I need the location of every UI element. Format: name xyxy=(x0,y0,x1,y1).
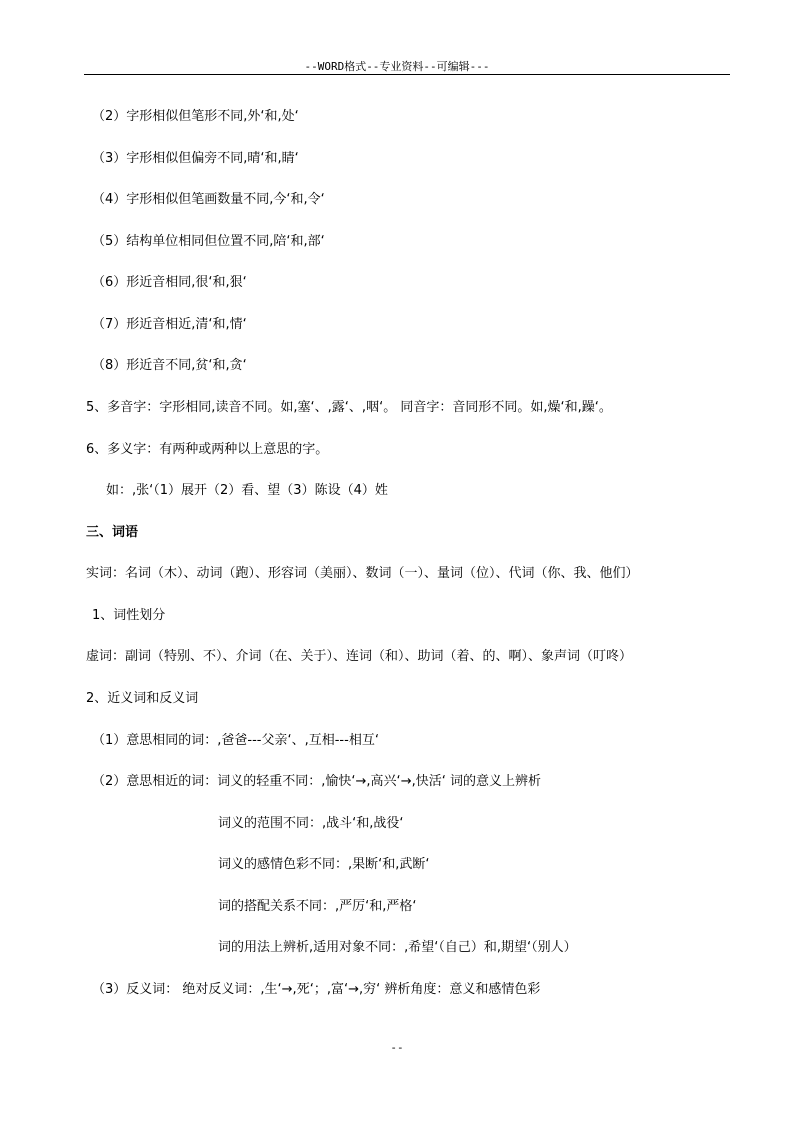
text-line: （2）意思相近的词：词义的轻重不同：,愉快‘→,高兴‘→,快活‘ 词的意义上辨析 xyxy=(92,774,541,789)
text-line: （3）反义词： 绝对反义词：,生‘→,死‘；,富‘→,穷‘ 辨析角度：意义和感情色彩 xyxy=(92,982,541,997)
text-line: （4）字形相似但笔画数量不同,今‘和,令‘ xyxy=(92,192,325,207)
text-line: （6）形近音相同,很‘和,狠‘ xyxy=(92,275,247,290)
text-line: 词的用法上辨析,适用对象不同：,希望‘（自己）和,期望‘（别人） xyxy=(218,940,577,955)
text-line: 词义的范围不同：,战斗‘和,战役‘ xyxy=(218,816,404,831)
text-line: 2、近义词和反义词 xyxy=(86,691,199,706)
text-line: （5）结构单位相同但位置不同,陪‘和,部‘ xyxy=(92,234,325,249)
text-line: （3）字形相似但偏旁不同,晴‘和,睛‘ xyxy=(92,151,299,166)
text-line: 1、词性划分 xyxy=(92,608,166,623)
page-footer: -- xyxy=(390,1041,404,1054)
text-line: （7）形近音相近,清‘和,情‘ xyxy=(92,317,247,332)
header-rule xyxy=(84,74,730,75)
page-header: --WORD格式--专业资料--可编辑--- xyxy=(304,60,490,73)
text-line: 虚词：副词（特别、不）、介词（在、关于）、连词（和）、助词（着、的、啊）、象声词（叮咚） xyxy=(86,649,633,664)
text-line: 5、多音字：字形相同,读音不同。如,塞‘、,露‘、,咽‘。 同音字：音同形不同。如,燥‘和,躁‘。 xyxy=(86,400,612,415)
text-line: 词义的感情色彩不同：,果断‘和,武断‘ xyxy=(218,857,430,872)
text-line: （2）字形相似但笔形不同,外‘和,处‘ xyxy=(92,109,299,124)
text-line: （8）形近音不同,贫‘和,贪‘ xyxy=(92,358,247,373)
text-line: 6、多义字：有两种或两种以上意思的字。 xyxy=(86,442,329,457)
text-line: 如：,张‘（1）展开（2）看、望（3）陈设（4）姓 xyxy=(106,483,388,498)
text-line: 实词：名词（木）、动词（跑）、形容词（美丽）、数词（一）、量词（位）、代词（你、我、他们） xyxy=(86,566,639,581)
text-line: 词的搭配关系不同：,严厉‘和,严格‘ xyxy=(218,899,417,914)
section-heading: 三、词语 xyxy=(86,525,139,540)
text-line: （1）意思相同的词：,爸爸---父亲‘、,互相---相互‘ xyxy=(92,733,379,748)
